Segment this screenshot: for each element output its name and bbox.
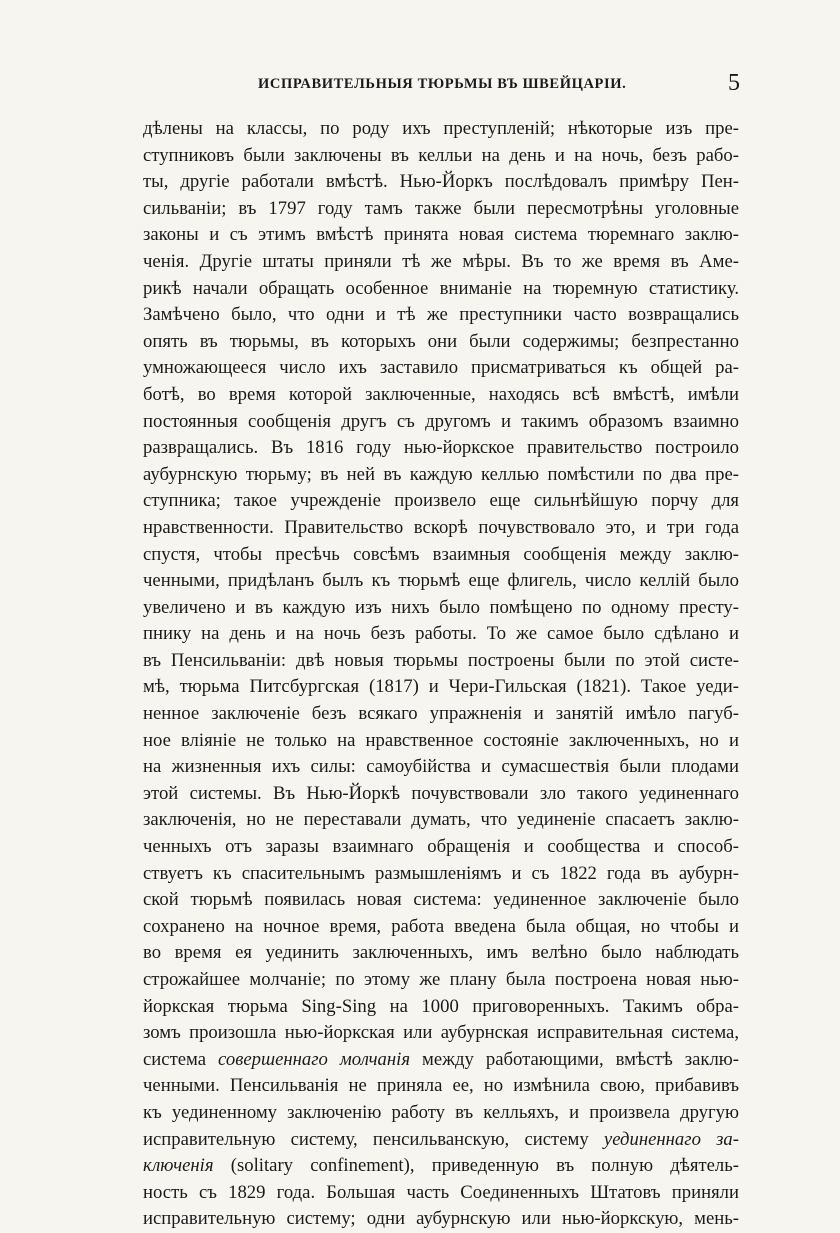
text-line: нравственности. Правительство вскорѣ почувствовало это, и три года	[143, 516, 739, 538]
text-line: ченныхъ отъ заразы взаимнаго обращенія и сообщества и способ-	[143, 836, 739, 858]
text-line	[143, 1153, 739, 1180]
emphasis-text: совершеннаго молчанія	[218, 1048, 410, 1070]
text-segment: между работающими, вмѣстѣ заклю-	[410, 1048, 739, 1070]
text-line	[143, 1047, 739, 1074]
text-line: постоянныя сообщенія другъ съ другомъ и такимъ образомъ взаимно	[143, 410, 739, 432]
text-line: развращались. Въ 1816 году нью-йоркское правительство построило	[143, 437, 739, 459]
text-line: опять въ тюрьмы, въ которыхъ они были содержимы; безпрестанно	[143, 330, 739, 352]
text-line: рикѣ начали обращать особенное вниманіе на тюремную статистику.	[143, 277, 739, 299]
text-line: увеличено и въ каждую изъ нихъ было помѣщено по одному престу-	[143, 596, 739, 618]
text-line: ступника; такое учрежденіе произвело еще сильнѣйшую порчу для	[143, 490, 739, 512]
text-line: сохранено на ночное время, работа введена была общая, но чтобы и	[143, 915, 739, 937]
text-line: зомъ произошла нью-йоркская или аубурнская исправительная система,	[143, 1022, 739, 1044]
text-line: этой системы. Въ Нью-Йоркѣ почувствовали зло такого уединеннаго	[143, 782, 739, 804]
text-line: ченными. Пенсильванія не приняла ее, но измѣнила свою, прибавивъ	[143, 1075, 739, 1097]
text-line: заключенія, но не переставали думать, что уединеніе спасаетъ заклю-	[143, 809, 739, 831]
text-line: исправительную систему; одни аубурнскую или нью-йоркскую, мень-	[143, 1208, 739, 1230]
text-segment: (solitary confinement), приведенную въ полную дѣятель-	[213, 1155, 739, 1177]
text-line: ченія. Другіе штаты приняли тѣ же мѣры. Въ то же время въ Аме-	[143, 250, 739, 272]
text-line: строжайшее молчаніе; по этому же плану была построена новая нью-	[143, 969, 739, 990]
emphasis-text: ключенія	[143, 1155, 214, 1177]
text-line: во время ея уединить заключенныхъ, имъ велѣно было наблюдать	[143, 942, 739, 964]
text-line: дѣлены на классы, по роду ихъ преступленій; нѣкоторые изъ пре-	[143, 118, 739, 139]
page-number: 5	[728, 70, 740, 96]
text-line: ненное заключеніе безъ всякаго упражненія и занятій имѣло пагуб-	[143, 703, 739, 725]
body-text	[143, 116, 739, 1233]
text-line: ступниковъ были заключены въ келльи на день и на ночь, безъ рабо-	[143, 144, 739, 166]
text-line: умножающееся число ихъ заставило присматриваться къ общей ра-	[143, 357, 739, 379]
running-title: ИСПРАВИТЕЛЬНЫЯ ТЮРЬМЫ ВЪ ШВЕЙЦАРІИ.	[258, 76, 627, 92]
text-line: на жизненныя ихъ силы: самоубійства и сумасшествія были плодами	[143, 756, 739, 778]
text-line: ное вліяніе не только на нравственное состояніе заключенныхъ, но и	[143, 729, 739, 751]
text-line: пнику на день и на ночь безъ работы. То же самое было сдѣлано и	[143, 623, 739, 645]
text-line: аубурнскую тюрьму; въ ней въ каждую келлью помѣстили по два пре-	[143, 463, 739, 485]
text-line: ствуетъ къ спасительнымъ размышленіямъ и съ 1822 года въ аубурн-	[143, 862, 739, 884]
text-line: сильваніи; въ 1797 году тамъ также были пересмотрѣны уголовные	[143, 197, 739, 219]
text-line: спустя, чтобы пресѣчь совсѣмъ взаимныя сообщенія между заклю-	[143, 543, 739, 565]
text-segment: исправительную систему, пенсильванскую, систему	[143, 1128, 604, 1150]
text-line: законы и съ этимъ вмѣстѣ принята новая система тюремнаго заклю-	[143, 224, 739, 246]
text-line: ботѣ, во время которой заключенные, находясь всѣ вмѣстѣ, имѣли	[143, 383, 739, 405]
text-line: въ Пенсильваніи: двѣ новыя тюрьмы построены были по этой систе-	[143, 649, 739, 671]
text-line: ты, другіе работали вмѣстѣ. Нью-Йоркъ послѣдовалъ примѣру Пен-	[143, 171, 739, 193]
text-line: къ уединенному заключенію работу въ келльяхъ, и произвела другую	[143, 1101, 739, 1123]
text-line: йоркская тюрьма Sing-Sing на 1000 приговоренныхъ. Такимъ обра-	[143, 995, 739, 1017]
text-line: ской тюрьмѣ появилась новая система: уединенное заключеніе было	[143, 889, 739, 911]
text-line: ность съ 1829 года. Большая часть Соединенныхъ Штатовъ приняли	[143, 1181, 739, 1203]
text-segment: система	[143, 1048, 219, 1070]
text-line: мѣ, тюрьма Питсбургская (1817) и Чери-Гильская (1821). Такое уеди-	[143, 676, 739, 698]
emphasis-text: уединеннаго за-	[603, 1128, 739, 1150]
text-line: Замѣчено было, что одни и тѣ же преступники часто возвращались	[143, 304, 739, 326]
text-line	[143, 1127, 739, 1154]
text-line: ченными, придѣланъ былъ къ тюрьмѣ еще флигель, число келлій было	[143, 570, 739, 592]
